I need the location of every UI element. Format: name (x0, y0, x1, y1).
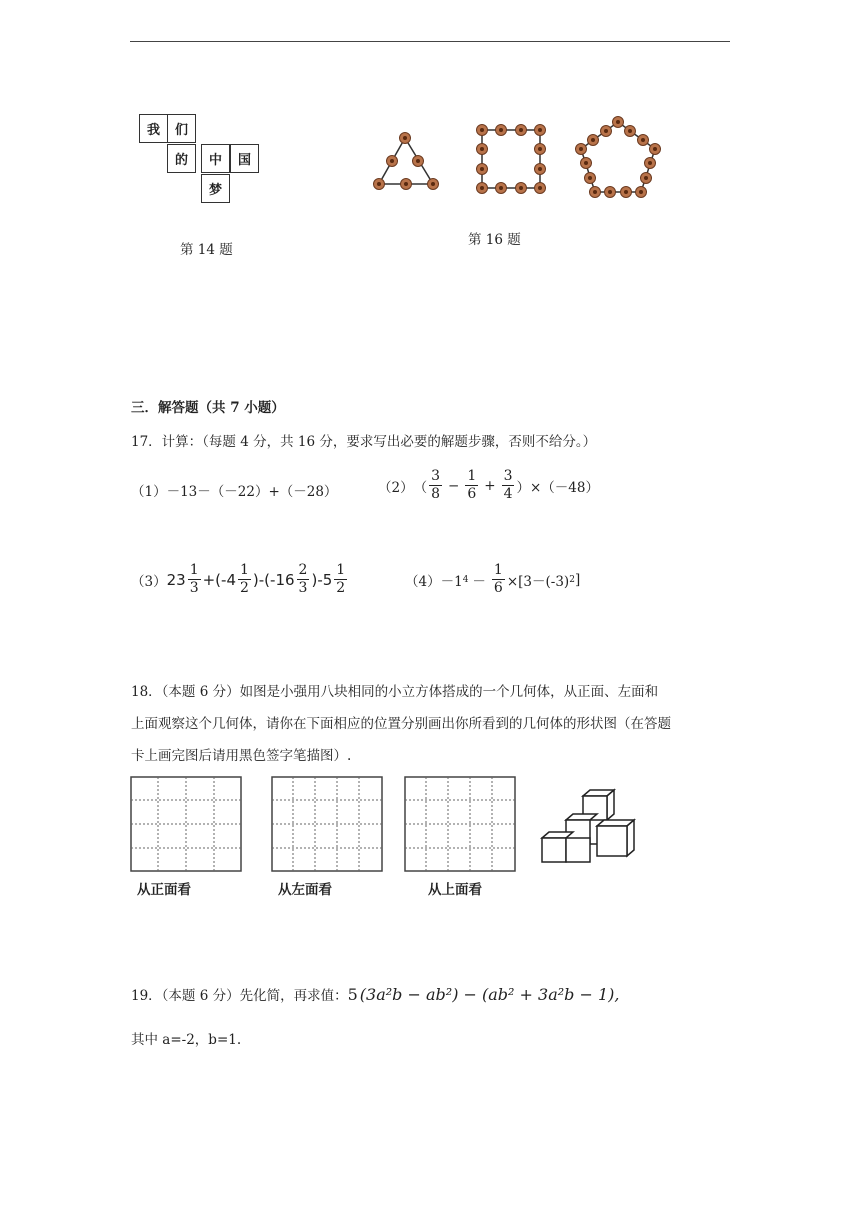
pentagon-pattern (576, 117, 661, 198)
figure-16-caption: 第 16 题 (468, 232, 521, 248)
fraction: $\frac{1}{6}$ (467, 468, 477, 502)
q18-line2: 上面观察这个几何体，请你在下面相应的位置分别画出你所看到的几何体的形状图（在答题 (131, 716, 671, 732)
net-cell: 的 (167, 144, 196, 173)
q18-line3: 卡上画完图后请用黑色签字笔描图）. (131, 748, 352, 764)
q19-expression-coef: 5 (347, 984, 358, 1004)
q17-part3: （3） 23 $\frac{1}{3}$ +(-4 $\frac{1}{2}$ )-(-16 $\frac{2}{3}$ )-5 $\frac{1}{2}$ (131, 562, 346, 596)
fraction: $\frac{1}{3}$ (189, 562, 199, 596)
q17-part2: （2） （ $\frac{3}{8}$ − $\frac{1}{6}$ + $\frac{3}{4}$ ）×（－48） (378, 468, 599, 502)
view-grid-top (404, 776, 516, 872)
view-label-front: 从正面看 (137, 882, 191, 898)
section-title: 三．解答题（共 7 小题） (131, 400, 285, 416)
header-rule (130, 41, 730, 42)
q19-expression: (3a²b − ab²) − (ab² + 3a²b − 1), (359, 984, 620, 1004)
view-grid-left (271, 776, 383, 872)
triangle-pattern (374, 133, 439, 190)
view-grid-front (130, 776, 242, 872)
figure-14-caption: 第 14 题 (180, 242, 233, 258)
fraction: $\frac{1}{2}$ (240, 562, 249, 596)
fraction: $\frac{1}{6}$ (493, 562, 503, 596)
q17-intro: 17．计算：（每题 4 分，共 16 分，要求写出必要的解题步骤，否则不给分。） (131, 434, 597, 450)
q17-part1: （1）－13－（－22）+（－28） (131, 484, 338, 500)
net-cell: 中 (201, 144, 230, 173)
figure-14-net (139, 114, 259, 204)
fraction: $\frac{3}{4}$ (503, 468, 513, 502)
net-cell: 我 (139, 114, 168, 143)
net-cell: 梦 (201, 174, 230, 203)
q19-intro: 19．（本题 6 分）先化简，再求值： (131, 988, 348, 1004)
cube-solid-figure (538, 784, 642, 868)
fraction: $\frac{1}{2}$ (336, 562, 346, 596)
q19-line (131, 984, 619, 1004)
q17-part4: （4） －1 4 － $\frac{1}{6}$ ×[3－(-3) 2 ] (405, 562, 581, 596)
view-label-top: 从上面看 (428, 882, 482, 898)
q18-line1: 18．（本题 6 分）如图是小强用八块相同的小立方体搭成的一个几何体，从正面、左面和 (131, 684, 659, 700)
q19-given: 其中 a=-2，b=1. (131, 1032, 242, 1048)
net-cell: 们 (167, 114, 196, 143)
fraction: $\frac{2}{3}$ (298, 562, 308, 596)
fraction: $\frac{3}{8}$ (431, 468, 441, 502)
square-pattern (477, 125, 546, 194)
figure-16-patterns (365, 110, 705, 210)
view-label-left: 从左面看 (278, 882, 332, 898)
net-cell: 国 (230, 144, 259, 173)
